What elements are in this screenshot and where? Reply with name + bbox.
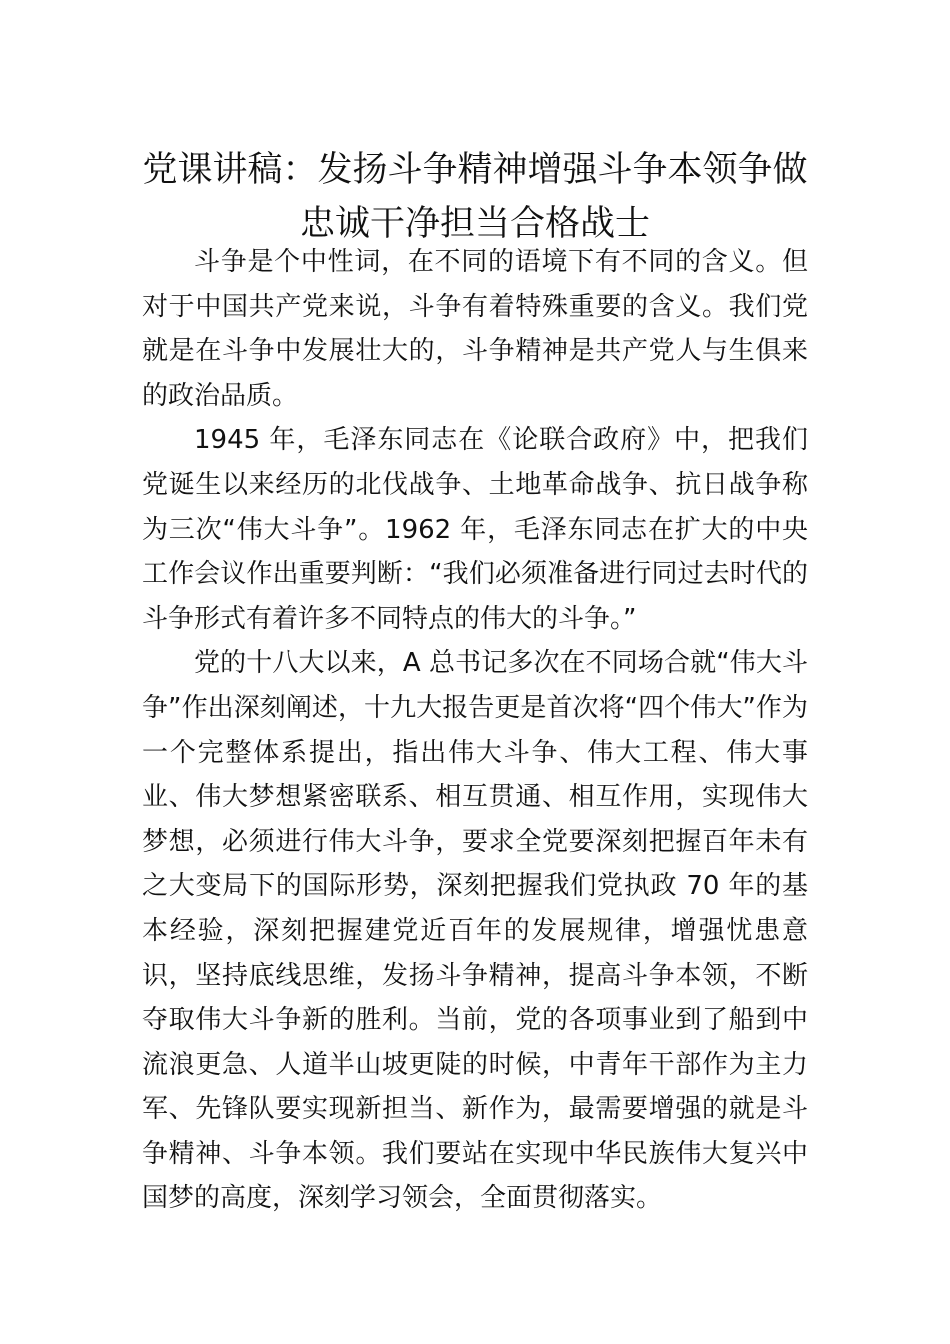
paragraph-1: 斗争是个中性词，在不同的语境下有不同的含义。但对于中国共产党来说，斗争有着特殊重要的含义。我们党就是在斗争中发展壮大的，斗争精神是共产党人与生俱来的政治品质。 [142,247,808,411]
document-title: 党课讲稿：发扬斗争精神增强斗争本领争做忠诚干净担当合格战士 [142,150,808,245]
paragraph-3: 党的十八大以来，A 总书记多次在不同场合就“伟大斗争”作出深刻阐述，十九大报告更是首次将“四个伟大”作为一个完整体系提出，指出伟大斗争、伟大工程、伟大事业、伟大梦想紧密联系、相互贯通、相互作用，实现伟大梦想，必须进行伟大斗争，要求全党要深刻把握百年未有之大变局下的国际形势，深刻把握我们党执政 70 年的基本经验，深刻把握建党近百年的发展规律，增强忧患意识，坚持底线思维，发扬斗争精神，提高斗争本领，不断夺取伟大斗争新的胜利。当前，党的各项事业到了船到中流浪更急、人道半山坡更陡的时候，中青年干部作为主力军、先锋队要实现新担当、新作为，最需要增强的就是斗争精神、斗争本领。我们要站在实现中华民族伟大复兴中国梦的高度，深刻学习领会，全面贯彻落实。 [142,648,808,1214]
paragraph-2: 1945 年，毛泽东同志在《论联合政府》中，把我们党诞生以来经历的北伐战争、土地革命战争、抗日战争称为三次“伟大斗争”。1962 年，毛泽东同志在扩大的中央工作会议作出重要判断：“我们必须准备进行同过去时代的斗争形式有着许多不同特点的伟大的斗争。” [142,425,808,634]
document-body [142,240,808,1221]
